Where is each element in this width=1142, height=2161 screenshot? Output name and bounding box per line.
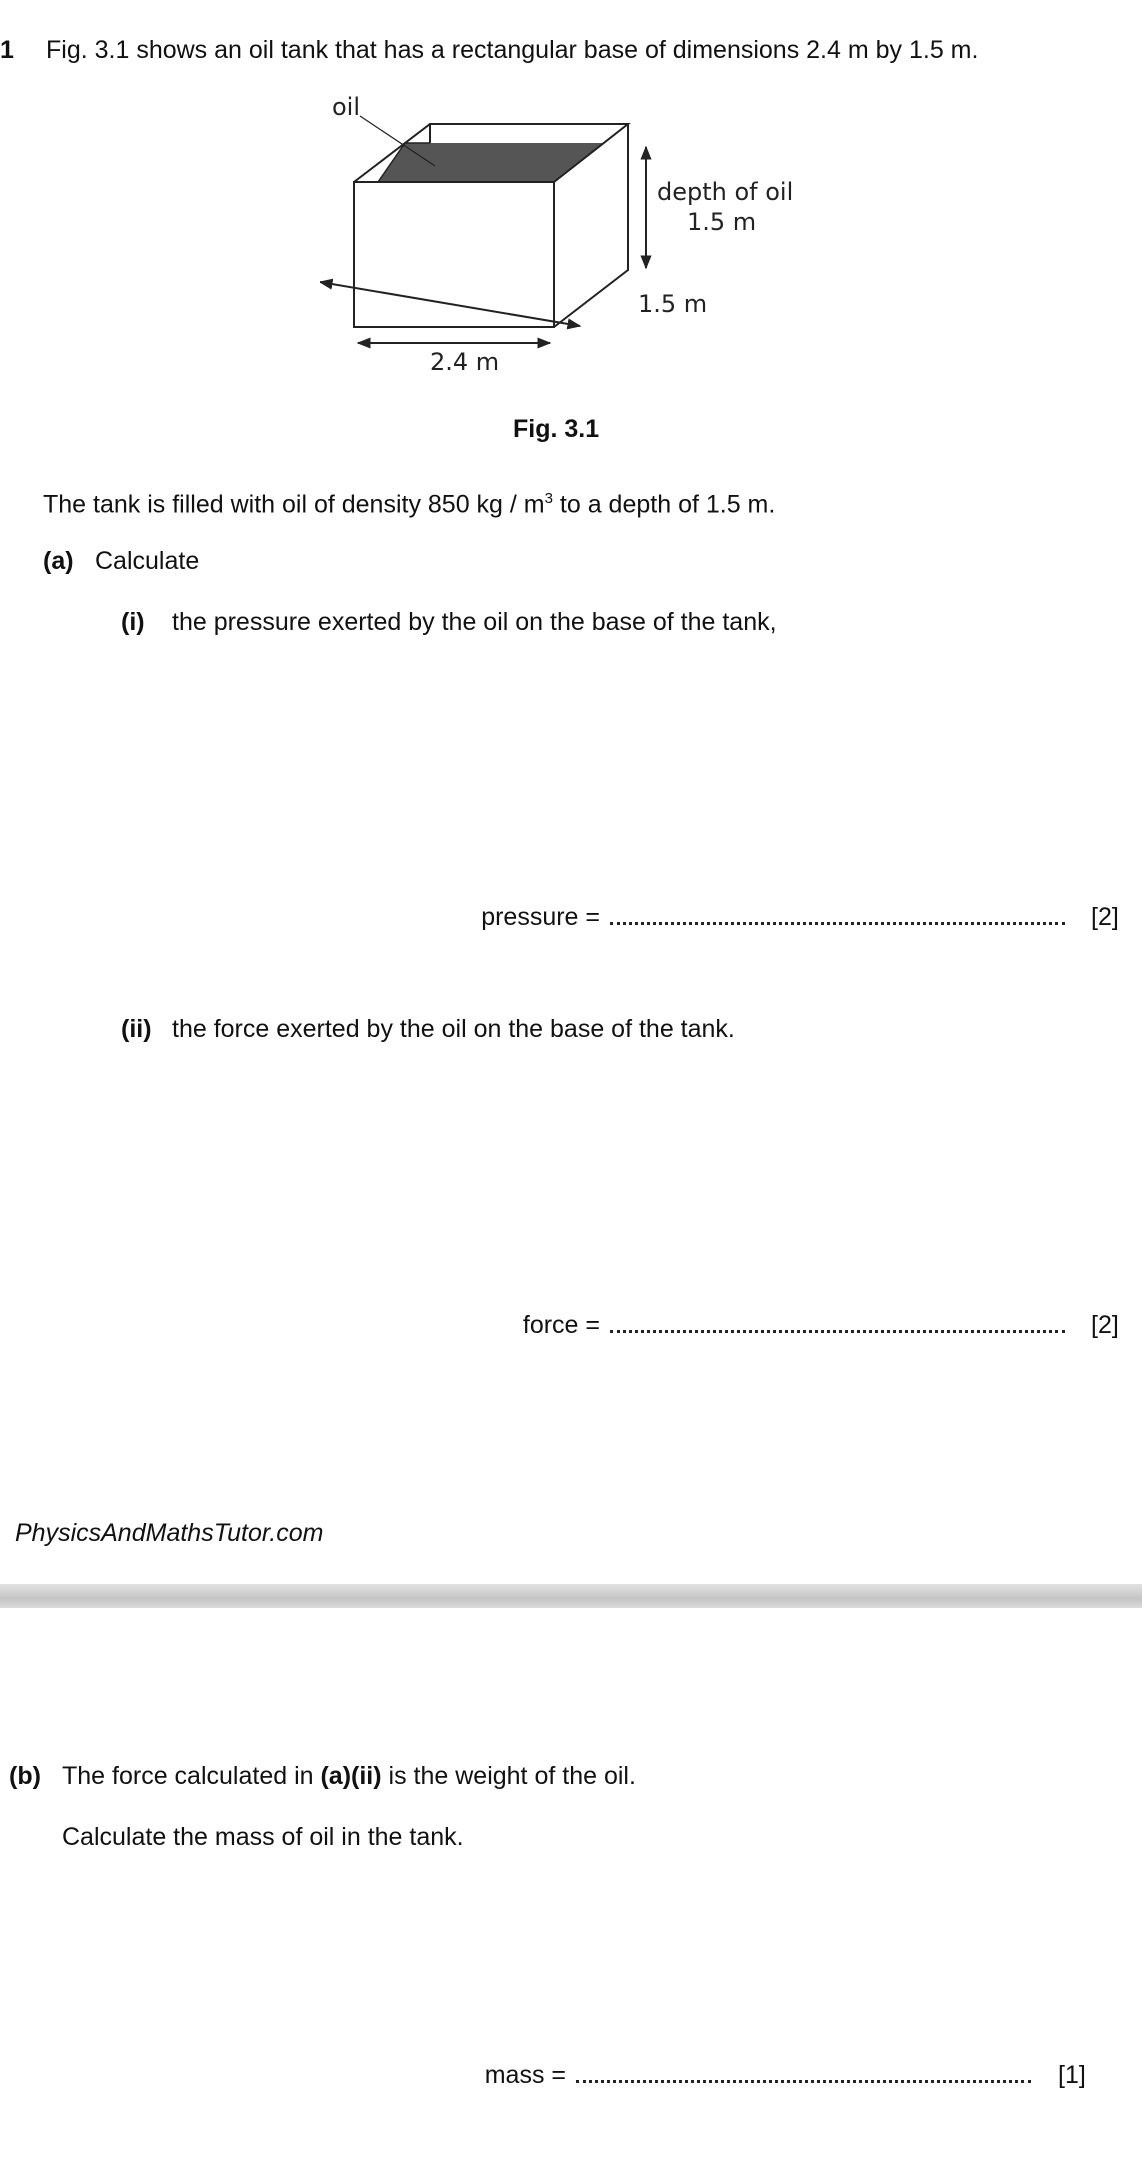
figure-caption: Fig. 3.1 [513, 415, 600, 443]
pressure-answer-label: pressure = [481, 903, 600, 931]
part-b-text [62, 1761, 636, 1791]
question-number: 1 [0, 36, 14, 64]
part-a-i-text: the pressure exerted by the oil on the base of the tank, [172, 608, 777, 636]
part-b-instruction: Calculate the mass of oil in the tank. [62, 1823, 464, 1851]
force-answer-line[interactable] [602, 1310, 1065, 1340]
page-break [0, 1584, 1142, 1608]
part-a-text: Calculate [95, 547, 200, 575]
force-marks: [2] [1091, 1311, 1119, 1339]
figure-label-depth-value: 1.5 m [687, 208, 757, 236]
figure-label-depth: depth of oil [657, 178, 794, 206]
part-b-label: (b) [9, 1762, 41, 1790]
part-b-text-end: is the weight of the oil. [381, 1762, 636, 1790]
question-stem [43, 484, 775, 519]
part-a-label: (a) [43, 547, 74, 575]
pressure-marks: [2] [1091, 903, 1119, 931]
part-b-reference: (a)(ii) [320, 1762, 382, 1790]
stem-text-end: to a depth of 1.5 m. [552, 490, 776, 519]
question-intro: Fig. 3.1 shows an oil tank that has a rectangular base of dimensions 2.4 m by 1.5 m. [46, 36, 979, 64]
part-a-i-label: (i) [121, 608, 145, 636]
force-answer-label: force = [522, 1311, 600, 1339]
mass-answer-line[interactable] [568, 2060, 1031, 2090]
part-a-ii-label: (ii) [121, 1015, 152, 1043]
footer-watermark: PhysicsAndMathsTutor.com [15, 1519, 324, 1547]
oil-tank-figure [320, 80, 820, 400]
part-b-text-start: The force calculated in [62, 1762, 321, 1790]
stem-superscript: 3 [544, 490, 553, 507]
part-a-ii-text: the force exerted by the oil on the base of the tank. [172, 1015, 735, 1043]
stem-text: The tank is filled with oil of density 850 kg / m [43, 490, 545, 519]
mass-marks: [1] [1058, 2061, 1086, 2089]
figure-label-oil: oil [332, 93, 361, 121]
pressure-answer-line[interactable] [602, 902, 1065, 932]
figure-label-width: 1.5 m [638, 290, 708, 318]
figure-label-length: 2.4 m [430, 348, 500, 376]
oil-surface [378, 143, 605, 182]
mass-answer-label: mass = [484, 2061, 566, 2089]
